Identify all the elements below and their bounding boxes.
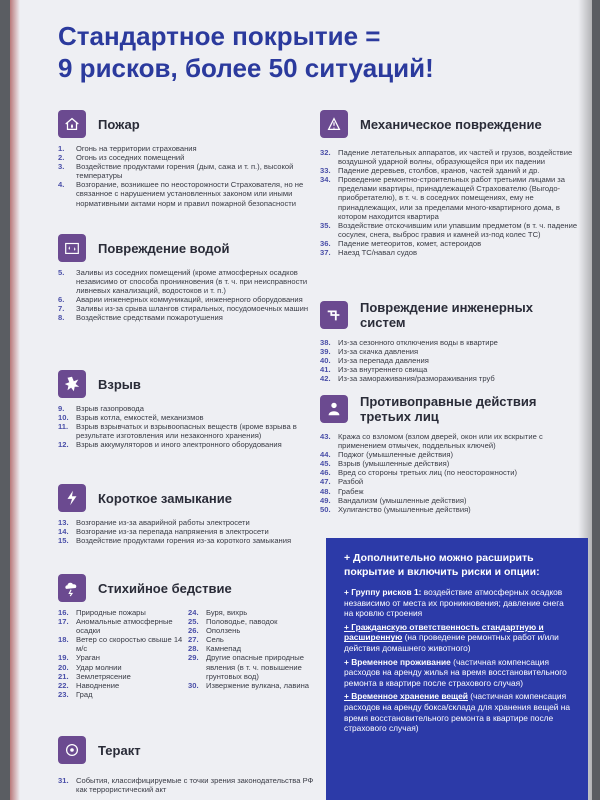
risk-number: 28.: [188, 644, 199, 654]
terror-icon: [58, 736, 86, 764]
risk-list-item: [320, 365, 582, 374]
risk-number: 38.: [320, 338, 331, 347]
disaster-risks-list-left: [58, 608, 188, 699]
promo-heading: + Дополнительно можно расширить покрытие и включить риски и опции:: [344, 552, 540, 578]
risk-list-item: [320, 239, 582, 248]
risk-text: Заливы из-за срыва шлангов стиральных, посудомоечных машин: [76, 304, 309, 314]
risk-list-item: [320, 338, 582, 347]
risk-list-item: [58, 268, 310, 295]
risk-text: Взрыв взрывчатых и взрывоопасных веществ (кроме взрыва в результате изготовления или незаконного хранения): [76, 422, 297, 441]
risk-text: Воздействие средствами пожаротушения: [76, 313, 223, 323]
risk-list-item: [320, 432, 582, 450]
risk-text: Воздействие продуктами горения (дым, сажа и т. п.), высокой температуры: [76, 162, 294, 181]
risk-text: Аномальные атмосферные осадки: [76, 617, 173, 636]
risk-list-item: [320, 356, 582, 365]
short-circuit-risks-list: [58, 518, 320, 545]
risk-list-item: [58, 304, 310, 313]
risk-number: 39.: [320, 347, 331, 357]
risk-text: Вред со стороны третьих лиц (по неосторожности): [338, 468, 518, 478]
risk-text: Возгорание, возникшее по неосторожности Страхователя, но не связанное с нарушением установленных законом или иными нормативными актами норм и правил пожарной безопасности: [76, 180, 304, 208]
section-title-disaster: Стихийное бедствие: [98, 580, 232, 596]
explosion-risks-list: [58, 404, 310, 449]
risk-text: Проведение ремонтно-строительных работ третьими лицами за пределами квартиры, принадлежащей Страхователю (Выгодо-приобретателю), в т. ч. в соседних помещениях, ему не принадлежащих, или за пределами много-квартирного дома, в котором находится квартира: [338, 175, 565, 221]
risk-text: Поджог (умышленные действия): [338, 450, 454, 460]
risk-text: Извержение вулкана, лавина: [206, 680, 310, 690]
risk-number: 45.: [320, 459, 331, 469]
promo-option-risk-group: [344, 587, 574, 619]
risk-list-item: [320, 459, 582, 468]
risk-text: Из-за скачка давления: [338, 347, 419, 357]
pipes-icon: [320, 301, 348, 329]
risk-text: Наезд ТС/навал судов: [338, 248, 418, 258]
risk-text: Взрыв газопровода: [76, 404, 144, 413]
risk-text: Из-за внутреннего свища: [338, 365, 428, 375]
risk-text: Взрыв котла, емкостей, механизмов: [76, 413, 204, 423]
fire-risks-list: [58, 144, 310, 208]
risk-list-item: [188, 644, 320, 653]
risk-number: 5.: [58, 268, 65, 277]
risk-number: 24.: [188, 608, 199, 617]
risk-number: 32.: [320, 148, 331, 157]
water-damage-icon: [58, 234, 86, 262]
risk-number: 19.: [58, 653, 69, 663]
section-illegal: [320, 394, 582, 514]
risk-list-item: [58, 536, 320, 545]
risk-number: 18.: [58, 635, 69, 645]
risk-text: Из-за перепада давления: [338, 356, 429, 366]
risk-list-item: [188, 608, 320, 617]
risk-text: Вандализм (умышленные действия): [338, 495, 467, 505]
section-explosion: [58, 370, 310, 449]
risk-list-item: [58, 422, 310, 440]
promo-option-3-title: + Временное проживание: [344, 656, 451, 667]
risk-number: 48.: [320, 486, 331, 496]
risk-list-item: [320, 468, 582, 477]
risk-number: 35.: [320, 220, 331, 230]
promo-option-2-title: + Гражданскую ответственность стандартную и расширенную: [344, 621, 544, 643]
promo-option-1-title: + Группу рисков 1:: [344, 587, 422, 597]
risk-text: Половодье, паводок: [206, 617, 278, 627]
section-title-short-circuit: Короткое замыкание: [98, 490, 232, 506]
promo-option-4-text: (частичная компенсация расходов на аренду бокса/склада для хранения вещей на время восстановительного ремонта в квартире после страхового случая): [344, 691, 571, 734]
risk-text: Взрыв аккумуляторов и иного электронного оборудования: [76, 440, 282, 450]
risk-number: 34.: [320, 175, 331, 185]
mechanical-risks-list: [320, 148, 582, 257]
risk-list-item: [188, 681, 320, 690]
risk-text: Землетрясение: [76, 671, 131, 681]
risk-text: Буря, вихрь: [206, 608, 248, 617]
promo-option-temporary-housing: [344, 657, 574, 689]
promo-option-2-text: (на проведение ремонтных работ и/или действия домашнего животного): [344, 632, 559, 653]
explosion-icon: [58, 370, 86, 398]
risk-number: 41.: [320, 365, 331, 375]
risk-list-item: [320, 166, 582, 175]
risk-text: Из-за замораживания/размораживания труб: [338, 374, 495, 384]
section-engineering: [320, 300, 582, 383]
section-short-circuit: [58, 484, 320, 545]
promo-option-3-text: (частичная компенсация расходов на аренду жилья на время восстановительного ремонта в квартире после страхового случая): [344, 656, 567, 688]
risk-number: 13.: [58, 518, 69, 527]
section-title-fire: Пожар: [98, 116, 140, 132]
risk-text: Огонь из соседних помещений: [76, 153, 185, 163]
risk-text: Природные пожары: [76, 608, 146, 617]
risk-number: 42.: [320, 374, 331, 384]
risk-number: 25.: [188, 617, 199, 627]
illegal-risks-list: [320, 432, 582, 514]
risk-list-item: [58, 608, 188, 617]
section-title-engineering: Повреждение инженерных систем: [360, 300, 533, 330]
risk-text: Огонь на территории страхования: [76, 144, 197, 153]
risk-list-item: [58, 518, 320, 527]
risk-text: Наводнение: [76, 680, 120, 690]
risk-list-item: [58, 162, 310, 180]
risk-list-item: [320, 347, 582, 356]
risk-list-item: [188, 653, 320, 680]
risk-number: 31.: [58, 776, 69, 785]
risk-list-item: [58, 681, 188, 690]
risk-list-item: [58, 690, 188, 699]
risk-list-item: [58, 413, 310, 422]
risk-number: 26.: [188, 626, 199, 636]
risk-list-item: [320, 477, 582, 486]
risk-number: 29.: [188, 653, 199, 663]
risk-list-item: [58, 440, 310, 449]
section-disaster: [58, 574, 320, 699]
risk-number: 16.: [58, 608, 69, 617]
risk-text: Возгорание из-за аварийной работы электросети: [76, 518, 250, 527]
mechanical-damage-icon: [320, 110, 348, 138]
risk-text: Грабеж: [338, 486, 364, 496]
risk-number: 7.: [58, 304, 65, 314]
risk-text: Оползень: [206, 626, 241, 636]
risk-text: Сель: [206, 635, 224, 645]
risk-text: Ураган: [76, 653, 100, 663]
risk-list-item: [58, 313, 310, 322]
risk-list-item: [188, 635, 320, 644]
risk-number: 3.: [58, 162, 65, 172]
risk-text: Возгорание из-за перепада напряжения в электросети: [76, 527, 269, 537]
risk-text: События, классифицируемые с точки зрения законодательства РФ как террористический акт: [76, 776, 314, 795]
section-title-explosion: Взрыв: [98, 376, 141, 392]
risk-text: Град: [76, 689, 93, 699]
risk-list-item: [320, 505, 582, 514]
burglary-icon: [320, 395, 348, 423]
risk-text: Кража со взломом (взлом дверей, окон или их вскрытие с применением отмычек, поддельных ключей): [338, 432, 543, 451]
risk-list-item: [58, 663, 188, 672]
risk-text: Воздействие отскочившим или упавшим предметом (в т. ч. падение сосулек, снега, выброс гравия и камней из-под колес ТС): [338, 220, 578, 239]
risk-number: 47.: [320, 477, 331, 487]
risk-list-item: [320, 374, 582, 383]
risk-text: Разбой: [338, 477, 364, 487]
risk-number: 1.: [58, 144, 65, 153]
risk-text: Из-за сезонного отключения воды в квартире: [338, 338, 498, 347]
risk-text: Заливы из соседних помещений (кроме атмосферных осадков независимо от способа проникновения (в т. ч. при неисправности ливневых канализаций, водостоков и т. п.): [76, 268, 308, 296]
risk-number: 33.: [320, 166, 331, 176]
storm-icon: [58, 574, 86, 602]
disaster-risks-list-right: [188, 608, 320, 699]
house-fire-icon: [58, 110, 86, 138]
risk-number: 21.: [58, 671, 69, 681]
risk-list-item: [58, 635, 188, 653]
risk-number: 8.: [58, 313, 65, 323]
section-fire: [58, 110, 310, 208]
risk-number: 23.: [58, 689, 69, 699]
title-line-2: 9 рисков, более 50 ситуаций!: [58, 53, 434, 83]
options-promo-box: [326, 538, 588, 800]
risk-list-item: [58, 153, 310, 162]
risk-list-item: [320, 487, 582, 496]
water-risks-list: [58, 268, 310, 323]
title-line-1: Стандартное покрытие =: [58, 21, 381, 51]
risk-list-item: [58, 144, 310, 153]
risk-list-item: [188, 626, 320, 635]
risk-text: Падение метеоритов, комет, астероидов: [338, 238, 482, 248]
risk-number: 27.: [188, 635, 199, 645]
section-water: [58, 234, 310, 323]
engineering-risks-list: [320, 338, 582, 383]
promo-option-1-text: воздействие атмосферных осадков независимо от места их проникновения; давление снега на кровлю строения: [344, 587, 564, 619]
section-title-illegal: Противоправные действия третьих лиц: [360, 394, 537, 424]
section-title-water: Повреждение водой: [98, 240, 230, 256]
promo-option-liability: [344, 622, 574, 654]
risk-list-item: [320, 175, 582, 220]
risk-number: 40.: [320, 356, 331, 366]
risk-list-item: [58, 776, 320, 794]
risk-number: 37.: [320, 248, 331, 258]
risk-text: Взрыв (умышленные действия): [338, 459, 450, 469]
risk-list-item: [58, 527, 320, 536]
terror-risks-list: [58, 776, 320, 794]
risk-number: 9.: [58, 404, 65, 413]
risk-list-item: [320, 248, 582, 257]
risk-text: Аварии инженерных коммуникаций, инженерного оборудования: [76, 295, 303, 305]
section-terror: [58, 736, 320, 794]
section-title-terror: Теракт: [98, 742, 141, 758]
risk-number: 20.: [58, 662, 69, 672]
risk-text: Хулиганство (умышленные действия): [338, 504, 471, 514]
risk-text: Удар молнии: [76, 662, 122, 672]
risk-list-item: [58, 672, 188, 681]
risk-number: 2.: [58, 153, 65, 163]
section-title-mechanical: Механическое повреждение: [360, 116, 542, 132]
risk-list-item: [320, 221, 582, 239]
risk-list-item: [188, 617, 320, 626]
risk-text: Ветер со скоростью свыше 14 м/с: [76, 635, 183, 654]
risk-list-item: [58, 295, 310, 304]
short-circuit-icon: [58, 484, 86, 512]
risk-number: 11.: [58, 422, 69, 432]
risk-number: 30.: [188, 680, 199, 690]
risk-number: 14.: [58, 527, 69, 537]
risk-number: 50.: [320, 504, 331, 514]
risk-list-item: [58, 180, 310, 207]
page-left-edge: [10, 0, 20, 800]
risk-list-item: [58, 617, 188, 635]
risk-number: 17.: [58, 617, 69, 627]
promo-option-storage: [344, 691, 574, 733]
risk-list-item: [320, 496, 582, 505]
risk-number: 43.: [320, 432, 331, 441]
risk-number: 46.: [320, 468, 331, 478]
risk-list-item: [320, 148, 582, 166]
risk-number: 4.: [58, 180, 65, 190]
risk-number: 36.: [320, 238, 331, 248]
risk-number: 44.: [320, 450, 331, 460]
risk-text: Воздействие продуктами горения из-за короткого замыкания: [76, 536, 292, 546]
risk-number: 15.: [58, 536, 69, 546]
risk-number: 12.: [58, 440, 69, 450]
risk-number: 10.: [58, 413, 69, 423]
risk-list-item: [320, 450, 582, 459]
risk-list-item: [58, 404, 310, 413]
risk-number: 49.: [320, 495, 331, 505]
risk-text: Падение летательных аппаратов, их частей и грузов, воздействие воздушной ударной волны, образующейся при их падении: [338, 148, 573, 167]
promo-option-4-title: + Временное хранение вещей: [344, 691, 468, 702]
document-page: [10, 0, 592, 800]
risk-list-item: [58, 653, 188, 662]
section-mechanical: [320, 110, 582, 257]
risk-text: Падение деревьев, столбов, кранов, частей зданий и др.: [338, 166, 540, 176]
risk-number: 22.: [58, 680, 69, 690]
risk-text: Камнепад: [206, 644, 242, 654]
risk-text: Другие опасные природные явления (в т. ч. повышение грунтовых вод): [206, 653, 304, 681]
risk-number: 6.: [58, 295, 65, 305]
page-title: [58, 20, 578, 84]
